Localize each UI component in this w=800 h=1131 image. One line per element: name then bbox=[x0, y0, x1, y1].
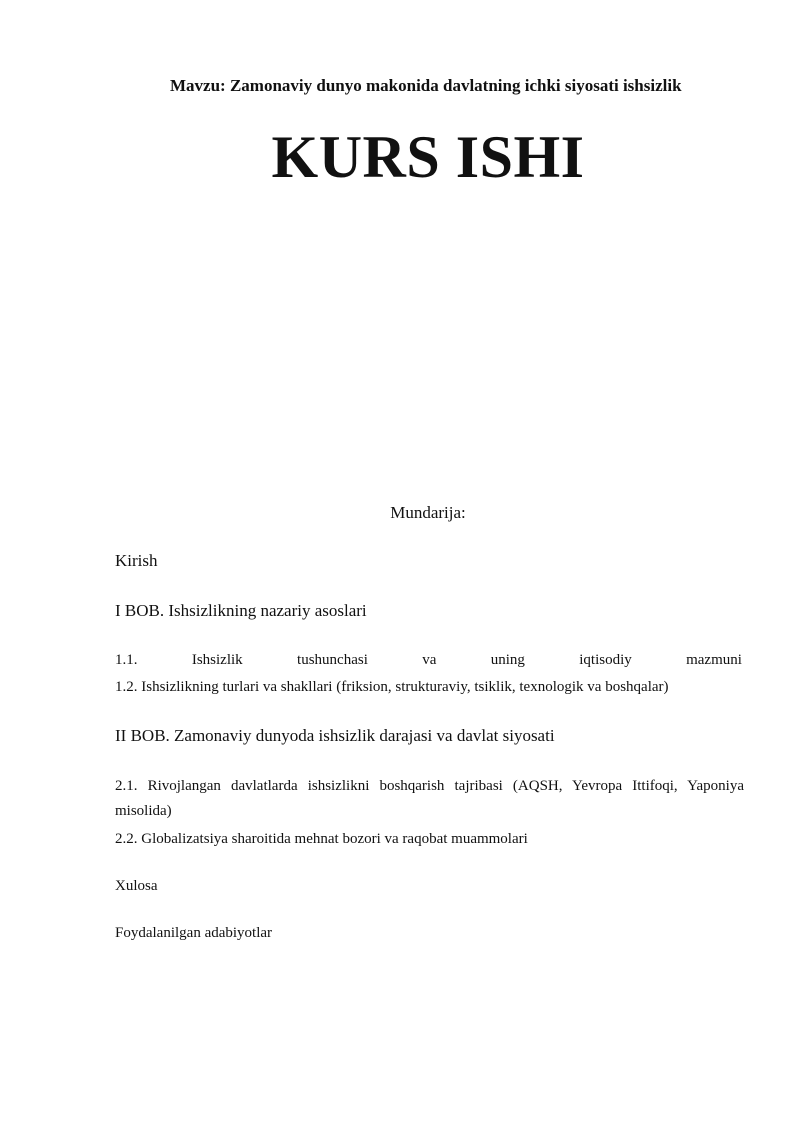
document-title: KURS ISHI bbox=[271, 124, 585, 190]
toc-item-1-1-word: uning bbox=[490, 652, 525, 668]
toc-references: Foydalanilgan adabiyotlar bbox=[115, 925, 273, 941]
toc-item-1-1-word: Ishsizlik bbox=[191, 652, 243, 668]
toc-chapter-1: I BOB. Ishsizlikning nazariy asoslari bbox=[115, 601, 367, 620]
toc-item-2-2: 2.2. Globalizatsiya sharoitida mehnat bozori va raqobat muammolari bbox=[115, 831, 528, 847]
toc-item-1-1-word: iqtisodiy bbox=[579, 652, 632, 668]
toc-item-1-1-word: 1.1. bbox=[115, 652, 138, 668]
topic-line: Mavzu: Zamonaviy dunyo makonida davlatning ichki siyosati ishsizlik bbox=[170, 76, 682, 95]
toc-item-1-1-word: mazmuni bbox=[686, 652, 742, 668]
toc-conclusion: Xulosa bbox=[115, 878, 158, 894]
toc-heading: Mundarija: bbox=[390, 503, 466, 522]
toc-item-2-1: 2.1. Rivojlangan davlatlarda ishsizlikni boshqarish tajribasi (AQSH, Yevropa Ittifoqi, Yaponiya misolida) bbox=[115, 778, 744, 819]
toc-intro: Kirish bbox=[115, 551, 158, 570]
toc-item-1-1-word: tushunchasi bbox=[297, 652, 368, 668]
toc-chapter-2: II BOB. Zamonaviy dunyoda ishsizlik darajasi va davlat siyosati bbox=[115, 726, 555, 745]
toc-item-1-1 bbox=[115, 652, 742, 669]
toc-item-1-2: 1.2. Ishsizlikning turlari va shakllari (friksion, strukturaviy, tsiklik, texnologik va boshqalar) bbox=[115, 679, 669, 695]
toc-item-1-1-word: va bbox=[422, 652, 437, 668]
